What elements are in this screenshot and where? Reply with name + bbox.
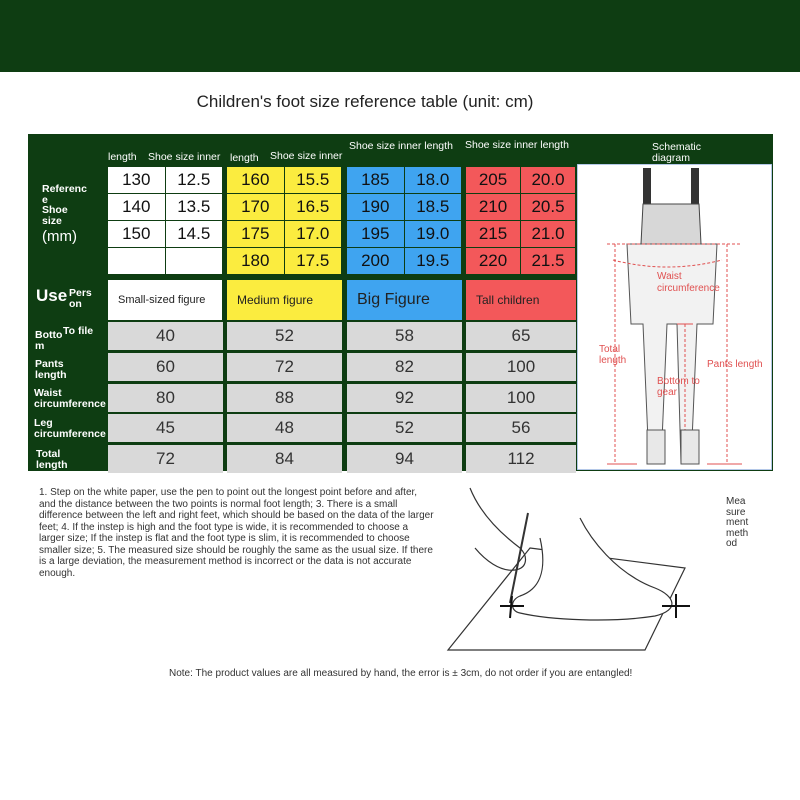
diagram-label-pants: Pants length xyxy=(707,359,763,370)
size-cell: 130 xyxy=(108,167,165,193)
label-person: Pers on xyxy=(69,287,92,310)
diagram-label-total-2: length xyxy=(599,355,627,366)
header-shoe-inner-4: Shoe size inner length xyxy=(465,139,569,151)
size-cell: 190 xyxy=(347,194,404,220)
size-cell: 20.5 xyxy=(521,194,575,220)
measurement-cell: 88 xyxy=(227,384,342,412)
size-cell: 170 xyxy=(227,194,284,220)
header-shoe-inner-1: Shoe size inner xyxy=(148,151,221,163)
size-cell: 205 xyxy=(466,167,520,193)
measurement-cell: 45 xyxy=(108,414,223,442)
size-cell: 160 xyxy=(227,167,284,193)
measurement-cell: 72 xyxy=(108,445,223,473)
size-cell: 19.5 xyxy=(405,248,462,274)
figure-big: Big Figure xyxy=(347,280,462,320)
label-waist: Waist circumference xyxy=(34,387,106,410)
size-cell: 15.5 xyxy=(285,167,342,193)
schematic-diagram xyxy=(577,164,772,470)
header-shoe-inner-3: Shoe size inner length xyxy=(349,140,453,152)
measurement-cell: 52 xyxy=(227,322,342,350)
size-cell: 13.5 xyxy=(166,194,223,220)
size-cell xyxy=(108,248,165,274)
size-cell: 180 xyxy=(227,248,284,274)
size-cell: 210 xyxy=(466,194,520,220)
diagram-label-total: Total xyxy=(599,344,621,355)
size-cell: 20.0 xyxy=(521,167,575,193)
label-total: Total length xyxy=(36,448,68,471)
header-shoe-inner-2: Shoe size inner xyxy=(270,150,343,162)
size-cell: 16.5 xyxy=(285,194,342,220)
page-title: Children's foot size reference table (unit: cm) xyxy=(196,92,534,111)
size-cell: 185 xyxy=(347,167,404,193)
label-reference: Referenc e Shoe size xyxy=(42,183,87,227)
label-bottom: Botto m xyxy=(35,329,63,352)
size-cell: 150 xyxy=(108,221,165,247)
measurement-cell: 100 xyxy=(466,384,576,412)
measurement-cell: 72 xyxy=(227,353,342,381)
measurement-cell: 84 xyxy=(227,445,342,473)
diagram-label-bottom: Bottom to xyxy=(657,376,700,387)
measurement-instructions: 1. Step on the white paper, use the pen to point out the longest point before and after, and the distance between the two points is normal foot length; 3. There is a small difference between the left and right feet, which should be based on the data of the larger feet; 4. If the instep is high and the foot type is wide, it is recommended to choose a larger size; If the instep is flat and the foot type is slim, it is recommended to choose smaller size; 5. The measured size should be roughly the same as the usual size. If there is a large deviation, the measurement method is incorrect or the data is not accurate enough. xyxy=(39,487,434,579)
measurement-cell: 94 xyxy=(347,445,462,473)
size-cell: 14.5 xyxy=(166,221,223,247)
label-pants: Pants length xyxy=(35,358,67,381)
size-cell: 200 xyxy=(347,248,404,274)
measurement-method-label: Mea sure ment meth od xyxy=(726,496,749,549)
measurement-cell: 40 xyxy=(108,322,223,350)
measurement-cell: 48 xyxy=(227,414,342,442)
diagram-label-waist-2: circumference xyxy=(657,283,720,294)
figure-tall: Tall children xyxy=(466,280,576,320)
size-cell: 19.0 xyxy=(405,221,462,247)
size-cell: 21.0 xyxy=(521,221,575,247)
size-cell: 18.5 xyxy=(405,194,462,220)
size-cell: 18.0 xyxy=(405,167,462,193)
header-length-2: length xyxy=(230,152,259,164)
size-cell: 140 xyxy=(108,194,165,220)
size-cell: 220 xyxy=(466,248,520,274)
size-cell: 195 xyxy=(347,221,404,247)
measurement-cell: 100 xyxy=(466,353,576,381)
figure-small: Small-sized figure xyxy=(108,280,222,320)
label-use: Use xyxy=(36,286,68,305)
disclaimer-note: Note: The product values are all measured by hand, the error is ± 3cm, do not order if you are entangled! xyxy=(169,668,633,679)
foot-measurement-illustration xyxy=(440,478,720,653)
measurement-cell: 92 xyxy=(347,384,462,412)
size-cell: 175 xyxy=(227,221,284,247)
measurement-cell: 58 xyxy=(347,322,462,350)
measurement-cell: 82 xyxy=(347,353,462,381)
diagram-label-bottom-2: gear xyxy=(657,387,678,398)
measurement-cell: 80 xyxy=(108,384,223,412)
diagram-label-waist: Waist xyxy=(657,271,682,282)
size-cell: 17.5 xyxy=(285,248,342,274)
measurement-cell: 60 xyxy=(108,353,223,381)
measurement-cell: 56 xyxy=(466,414,576,442)
header-length-1: length xyxy=(108,151,137,163)
figure-medium: Medium figure xyxy=(227,280,342,320)
top-banner xyxy=(0,0,800,72)
label-leg: Leg circumference xyxy=(34,417,106,440)
measurement-cell: 52 xyxy=(347,414,462,442)
size-cell xyxy=(166,248,223,274)
size-cell: 17.0 xyxy=(285,221,342,247)
measurement-cell: 112 xyxy=(466,445,576,473)
size-cell: 12.5 xyxy=(166,167,223,193)
label-reference-unit: (mm) xyxy=(42,228,77,245)
label-bottom-suffix: To file xyxy=(63,325,94,337)
size-cell: 215 xyxy=(466,221,520,247)
measurement-cell: 65 xyxy=(466,322,576,350)
header-schematic: Schematic diagram xyxy=(652,141,702,164)
size-cell: 21.5 xyxy=(521,248,575,274)
